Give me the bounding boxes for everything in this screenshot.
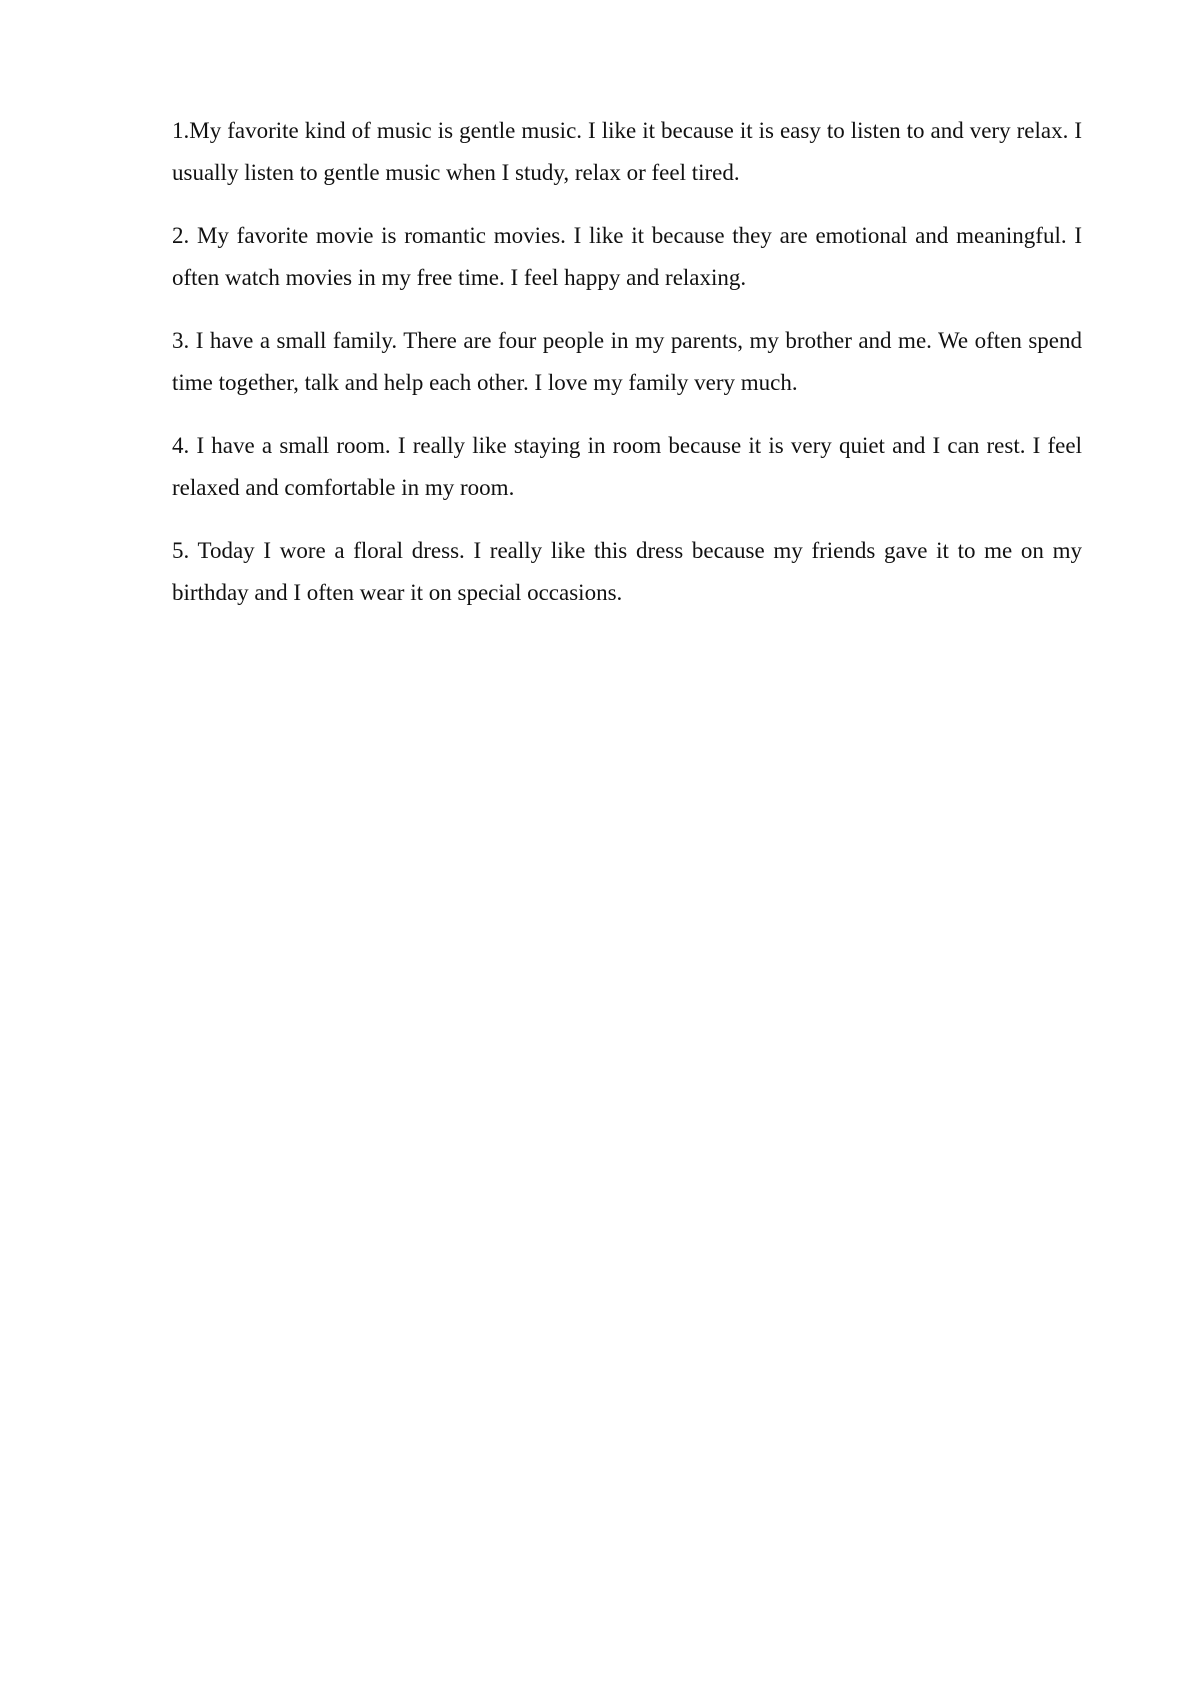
document-body xyxy=(172,110,1082,635)
paragraph-music: 1.My favorite kind of music is gentle music. I like it because it is easy to listen to and very relax. I usually listen to gentle music when I study, relax or feel tired. xyxy=(172,118,1082,185)
paragraph-movie: 2. My favorite movie is romantic movies. I like it because they are emotional and meaningful. I often watch movies in my free time. I feel happy and relaxing. xyxy=(172,223,1082,290)
paragraph-family: 3. I have a small family. There are four people in my parents, my brother and me. We often spend time together, talk and help each other. I love my family very much. xyxy=(172,328,1082,395)
paragraph-room: 4. I have a small room. I really like staying in room because it is very quiet and I can rest. I feel relaxed and comfortable in my room. xyxy=(172,433,1082,500)
paragraph-dress: 5. Today I wore a floral dress. I really like this dress because my friends gave it to me on my birthday and I often wear it on special occasions. xyxy=(172,538,1082,605)
